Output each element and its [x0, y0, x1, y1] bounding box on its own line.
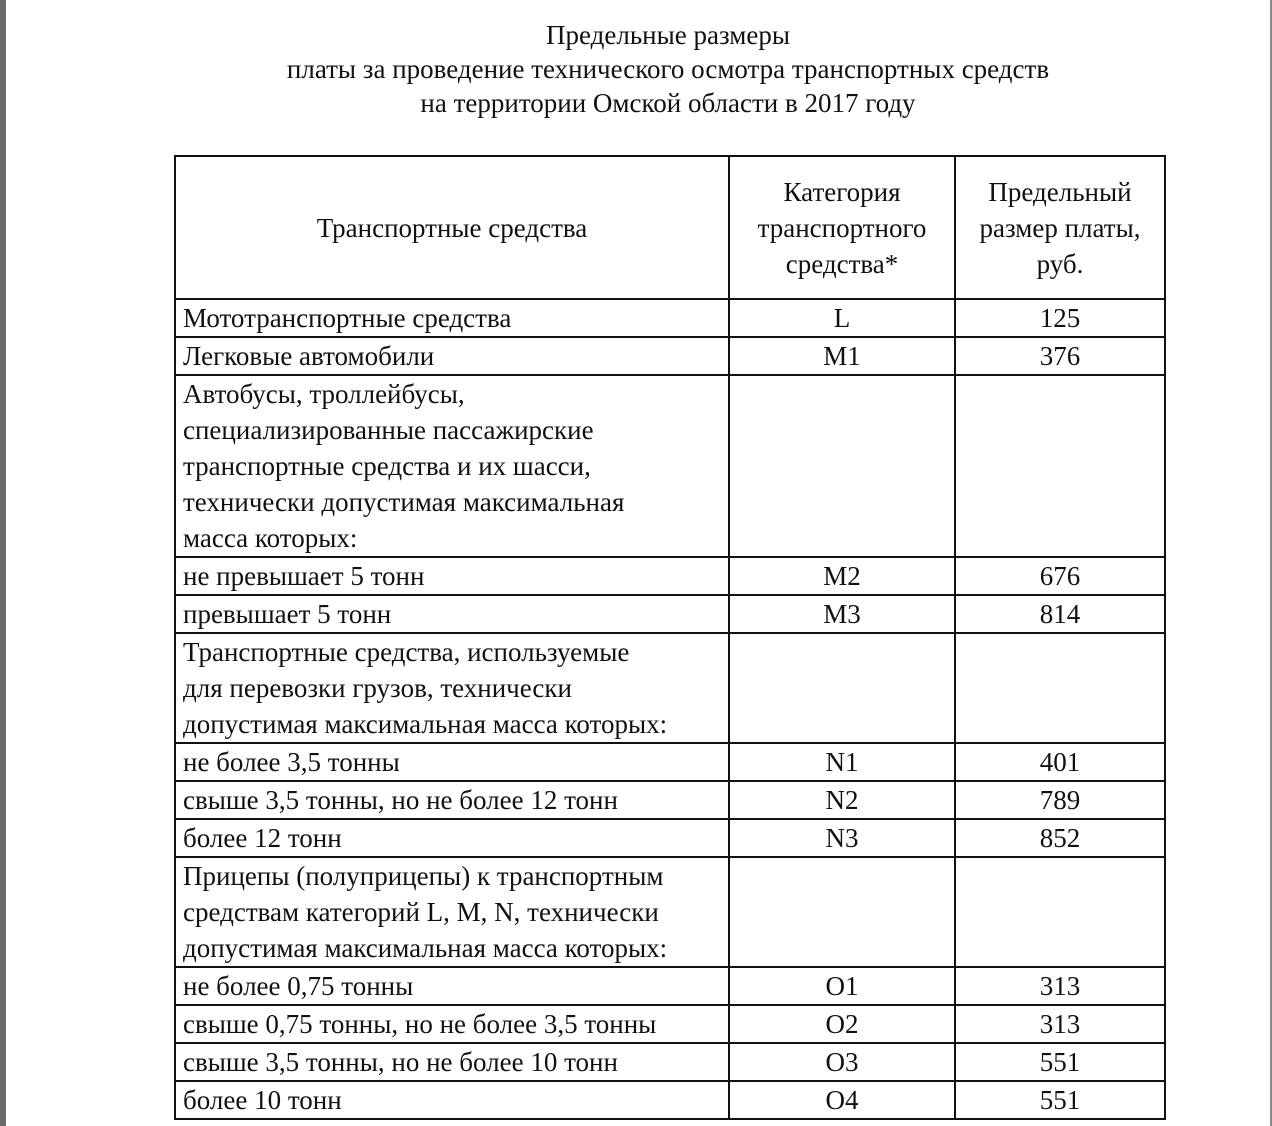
vehicle-name-line: свыше 3,5 тонны, но не более 10 тонн [183, 1047, 618, 1077]
category-cell: N3 [729, 819, 955, 857]
category-cell: O1 [729, 967, 955, 1005]
table-row [175, 633, 1165, 743]
fee-table [174, 155, 1166, 1120]
vehicle-name-line: свыше 3,5 тонны, но не более 12 тонн [183, 785, 618, 815]
fee-cell [955, 857, 1165, 967]
title-line-3: на территории Омской области в 2017 году [420, 88, 916, 118]
table-row [175, 557, 1165, 595]
vehicle-name-line: технически допустимая максимальная [183, 487, 625, 517]
category-cell: O4 [729, 1081, 955, 1119]
table-body [175, 299, 1165, 1119]
vehicle-name-cell [175, 1005, 729, 1043]
fee-cell: 125 [955, 299, 1165, 337]
vehicle-name-line: Мототранспортные средства [183, 303, 512, 333]
header-fee-text: Предельный размер платы, руб. [979, 176, 1141, 279]
vehicle-name-cell [175, 743, 729, 781]
vehicle-name-line: не более 3,5 тонны [183, 747, 400, 777]
table-row [175, 299, 1165, 337]
vehicle-name-line: допустимая максимальная масса которых: [183, 709, 668, 739]
table-header-row [175, 156, 1165, 299]
category-cell: M3 [729, 595, 955, 633]
fee-cell: 789 [955, 781, 1165, 819]
table-row [175, 595, 1165, 633]
table-row [175, 967, 1165, 1005]
vehicle-name-cell [175, 857, 729, 967]
vehicle-name-cell [175, 781, 729, 819]
vehicle-name-line: транспортные средства и их шасси, [183, 451, 591, 481]
vehicle-name-cell [175, 375, 729, 557]
vehicle-name-cell [175, 633, 729, 743]
fee-cell: 852 [955, 819, 1165, 857]
category-cell [729, 375, 955, 557]
vehicle-name-cell [175, 299, 729, 337]
table-row [175, 1005, 1165, 1043]
table-row [175, 819, 1165, 857]
vehicle-name-cell [175, 557, 729, 595]
vehicle-name-line: Легковые автомобили [183, 341, 435, 371]
category-cell: M1 [729, 337, 955, 375]
vehicle-name-line: свыше 0,75 тонны, но не более 3,5 тонны [183, 1009, 657, 1039]
category-cell [729, 857, 955, 967]
title-line-2: платы за проведение технического осмотра транспортных средств [286, 54, 1050, 84]
header-category [729, 156, 955, 299]
vehicle-name-line: масса которых: [183, 523, 358, 553]
fee-cell: 676 [955, 557, 1165, 595]
vehicle-name-line: превышает 5 тонн [183, 599, 392, 629]
vehicle-name-cell [175, 595, 729, 633]
header-category-text: Категория транспортного средства* [757, 176, 927, 279]
fee-cell: 313 [955, 967, 1165, 1005]
title-line-1: Предельные размеры [546, 20, 790, 50]
header-vehicles: Транспортные средства [175, 156, 729, 299]
vehicle-name-line: Транспортные средства, используемые [183, 637, 630, 667]
vehicle-name-line: специализированные пассажирские [183, 415, 594, 445]
table-row [175, 781, 1165, 819]
table-row [175, 1081, 1165, 1119]
table-row [175, 375, 1165, 557]
category-cell: M2 [729, 557, 955, 595]
fee-cell [955, 633, 1165, 743]
category-cell: O3 [729, 1043, 955, 1081]
fee-cell [955, 375, 1165, 557]
vehicle-name-cell [175, 1043, 729, 1081]
vehicle-name-cell [175, 967, 729, 1005]
vehicle-name-cell [175, 1081, 729, 1119]
category-cell: O2 [729, 1005, 955, 1043]
vehicle-name-line: более 12 тонн [183, 823, 342, 853]
header-fee [955, 156, 1165, 299]
table-row [175, 1043, 1165, 1081]
vehicle-name-line: не более 0,75 тонны [183, 971, 414, 1001]
document-title [0, 18, 1272, 120]
category-cell: N1 [729, 743, 955, 781]
vehicle-name-line: допустимая максимальная масса которых: [183, 933, 668, 963]
vehicle-name-line: Прицепы (полуприцепы) к транспортным [183, 861, 664, 891]
table-row [175, 857, 1165, 967]
category-cell [729, 633, 955, 743]
vehicle-name-line: средствам категорий L, M, N, технически [183, 897, 659, 927]
vehicle-name-line: Автобусы, троллейбусы, [183, 379, 465, 409]
page-edge-left [0, 0, 6, 1126]
vehicle-name-cell [175, 819, 729, 857]
vehicle-name-cell [175, 337, 729, 375]
category-cell: L [729, 299, 955, 337]
fee-cell: 814 [955, 595, 1165, 633]
table-row [175, 337, 1165, 375]
fee-cell: 401 [955, 743, 1165, 781]
fee-cell: 551 [955, 1081, 1165, 1119]
fee-cell: 551 [955, 1043, 1165, 1081]
vehicle-name-line: не превышает 5 тонн [183, 561, 425, 591]
fee-cell: 376 [955, 337, 1165, 375]
category-cell: N2 [729, 781, 955, 819]
vehicle-name-line: более 10 тонн [183, 1085, 342, 1115]
fee-cell: 313 [955, 1005, 1165, 1043]
table-row [175, 743, 1165, 781]
vehicle-name-line: для перевозки грузов, технически [183, 673, 572, 703]
